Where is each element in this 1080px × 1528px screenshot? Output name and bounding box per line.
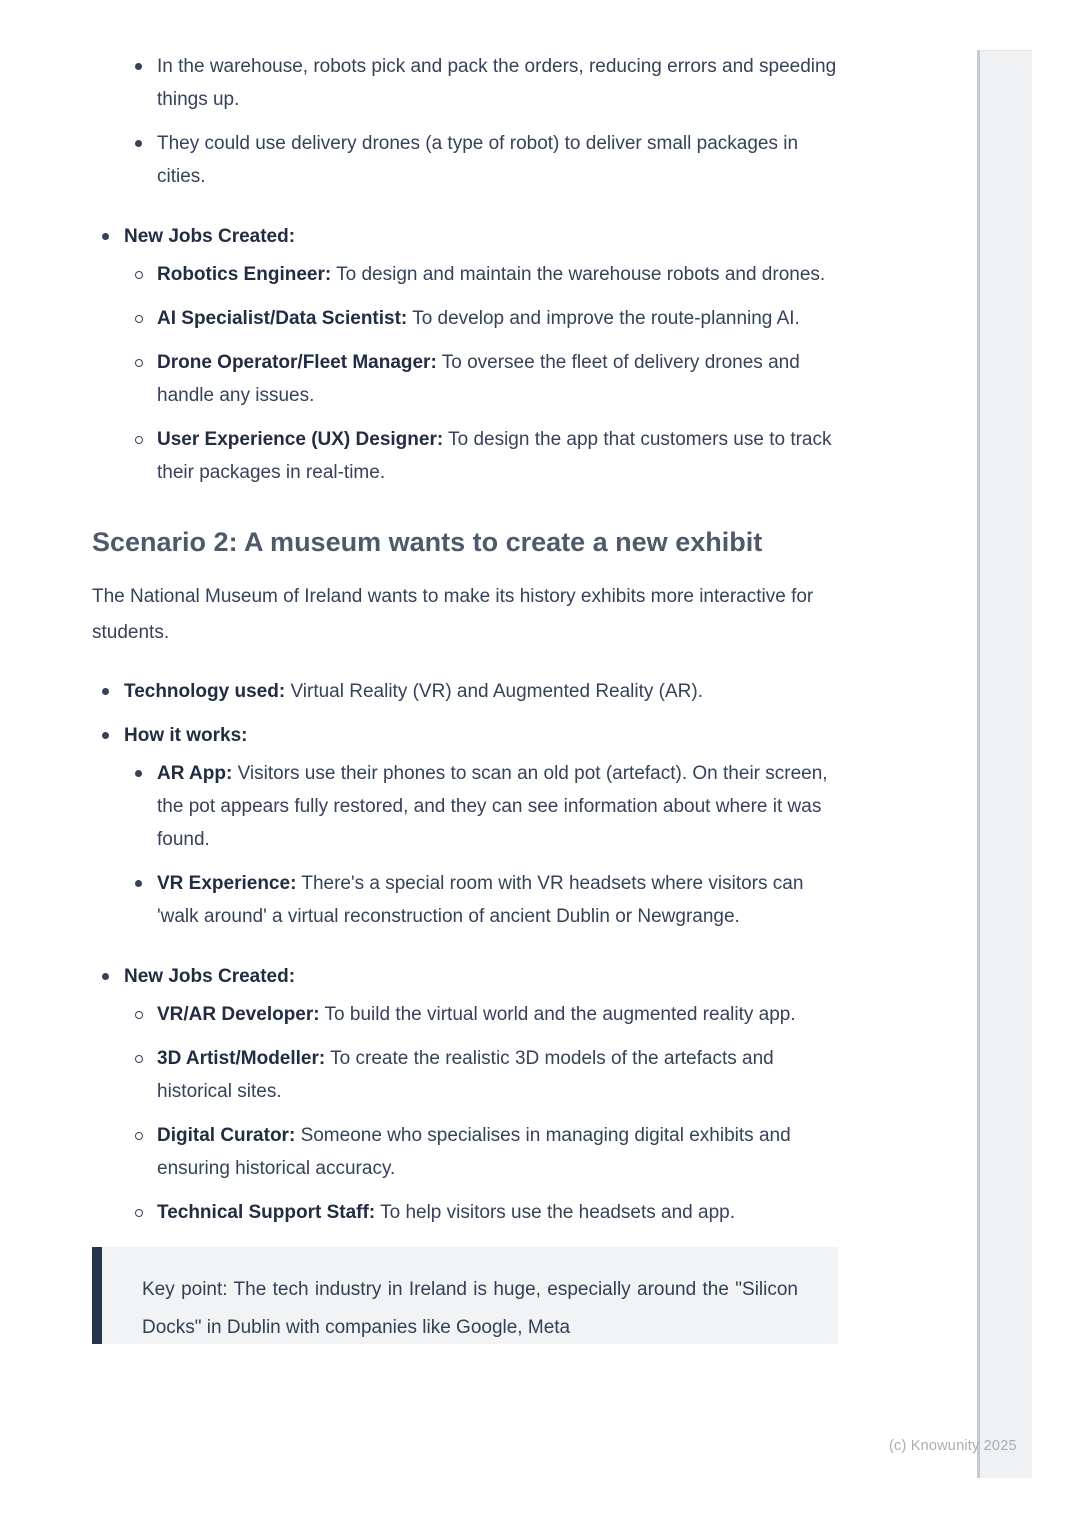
list-item bbox=[92, 1042, 838, 1108]
how-desc: Visitors use their phones to scan an old pot (artefact). On their screen, the pot appears fully restored, and they can see information about where it was found. bbox=[157, 763, 828, 850]
job-label: Robotics Engineer: bbox=[157, 264, 332, 285]
bullet-circle-icon bbox=[135, 359, 143, 367]
bullet-disc-icon bbox=[102, 688, 109, 695]
list-item bbox=[92, 757, 838, 856]
bullet-circle-icon bbox=[135, 271, 143, 279]
job-desc: To design the app that customers use to track their packages in real-time. bbox=[157, 429, 832, 483]
job-label: 3D Artist/Modeller: bbox=[157, 1048, 326, 1069]
document-page bbox=[92, 0, 838, 1344]
key-point-text: Key point: The tech industry in Ireland is huge, especially around the "Silicon Docks" in Dublin with companies like Google, Meta bbox=[142, 1279, 798, 1338]
job-label: User Experience (UX) Designer: bbox=[157, 429, 444, 450]
list-item bbox=[92, 50, 838, 116]
scenario2-list bbox=[92, 675, 838, 933]
bullet-circle-icon bbox=[135, 436, 143, 444]
job-desc: Someone who specialises in managing digital exhibits and ensuring historical accuracy. bbox=[157, 1125, 791, 1179]
job-desc: To oversee the fleet of delivery drones and handle any issues. bbox=[157, 352, 800, 406]
list-header: How it works: bbox=[124, 725, 248, 746]
bullet-disc-icon bbox=[135, 770, 142, 777]
list-item bbox=[92, 346, 838, 412]
bullet-circle-icon bbox=[135, 1132, 143, 1140]
list-item bbox=[92, 258, 838, 291]
job-desc: To build the virtual world and the augmented reality app. bbox=[324, 1004, 796, 1025]
bullet-disc-icon bbox=[102, 732, 109, 739]
job-label: Digital Curator: bbox=[157, 1125, 296, 1146]
list-item bbox=[92, 998, 838, 1031]
bullet-disc-icon bbox=[135, 880, 142, 887]
page-edge-strip bbox=[977, 50, 1032, 1478]
tech-label: Technology used: bbox=[124, 681, 286, 702]
tech-text: Virtual Reality (VR) and Augmented Reality (AR). bbox=[290, 681, 703, 702]
key-point-callout bbox=[92, 1247, 838, 1344]
list-item bbox=[92, 1119, 838, 1185]
how-label: AR App: bbox=[157, 763, 233, 784]
watermark: (c) Knowunity 2025 bbox=[889, 1438, 1017, 1454]
list-item bbox=[92, 127, 838, 193]
bullet-text: They could use delivery drones (a type of robot) to deliver small packages in cities. bbox=[157, 133, 799, 187]
list-item bbox=[92, 867, 838, 933]
section-heading: Scenario 2: A museum wants to create a new exhibit bbox=[92, 527, 763, 557]
bullet-disc-icon bbox=[102, 973, 109, 980]
list-item bbox=[92, 302, 838, 335]
list-item bbox=[92, 960, 838, 993]
list-header: New Jobs Created: bbox=[124, 226, 296, 247]
job-desc: To create the realistic 3D models of the artefacts and historical sites. bbox=[157, 1048, 774, 1102]
bullet-circle-icon bbox=[135, 315, 143, 323]
bullet-circle-icon bbox=[135, 1011, 143, 1019]
job-desc: To develop and improve the route-planning AI. bbox=[412, 308, 800, 329]
bullet-circle-icon bbox=[135, 1209, 143, 1217]
how-label: VR Experience: bbox=[157, 873, 297, 894]
list-item bbox=[92, 220, 838, 253]
bullet-circle-icon bbox=[135, 1055, 143, 1063]
bullet-text: In the warehouse, robots pick and pack the orders, reducing errors and speeding things up. bbox=[157, 56, 837, 110]
list-item bbox=[92, 719, 838, 752]
jobs1-list bbox=[92, 220, 838, 489]
bullet-disc-icon bbox=[135, 140, 142, 147]
intro-bullet-list bbox=[92, 50, 838, 193]
bullet-disc-icon bbox=[102, 233, 109, 240]
job-label: Drone Operator/Fleet Manager: bbox=[157, 352, 437, 373]
how-desc: There's a special room with VR headsets where visitors can 'walk around' a virtual reconstruction of ancient Dublin or Newgrange. bbox=[157, 873, 804, 927]
list-item bbox=[92, 423, 838, 489]
job-label: Technical Support Staff: bbox=[157, 1202, 376, 1223]
job-label: AI Specialist/Data Scientist: bbox=[157, 308, 408, 329]
jobs2-list bbox=[92, 960, 838, 1229]
bullet-disc-icon bbox=[135, 63, 142, 70]
job-label: VR/AR Developer: bbox=[157, 1004, 320, 1025]
job-desc: To help visitors use the headsets and app. bbox=[380, 1202, 736, 1223]
list-header: New Jobs Created: bbox=[124, 966, 296, 987]
section-intro: The National Museum of Ireland wants to make its history exhibits more interactive for students. bbox=[92, 586, 814, 643]
list-item bbox=[92, 675, 838, 708]
list-item bbox=[92, 1196, 838, 1229]
job-desc: To design and maintain the warehouse robots and drones. bbox=[336, 264, 826, 285]
